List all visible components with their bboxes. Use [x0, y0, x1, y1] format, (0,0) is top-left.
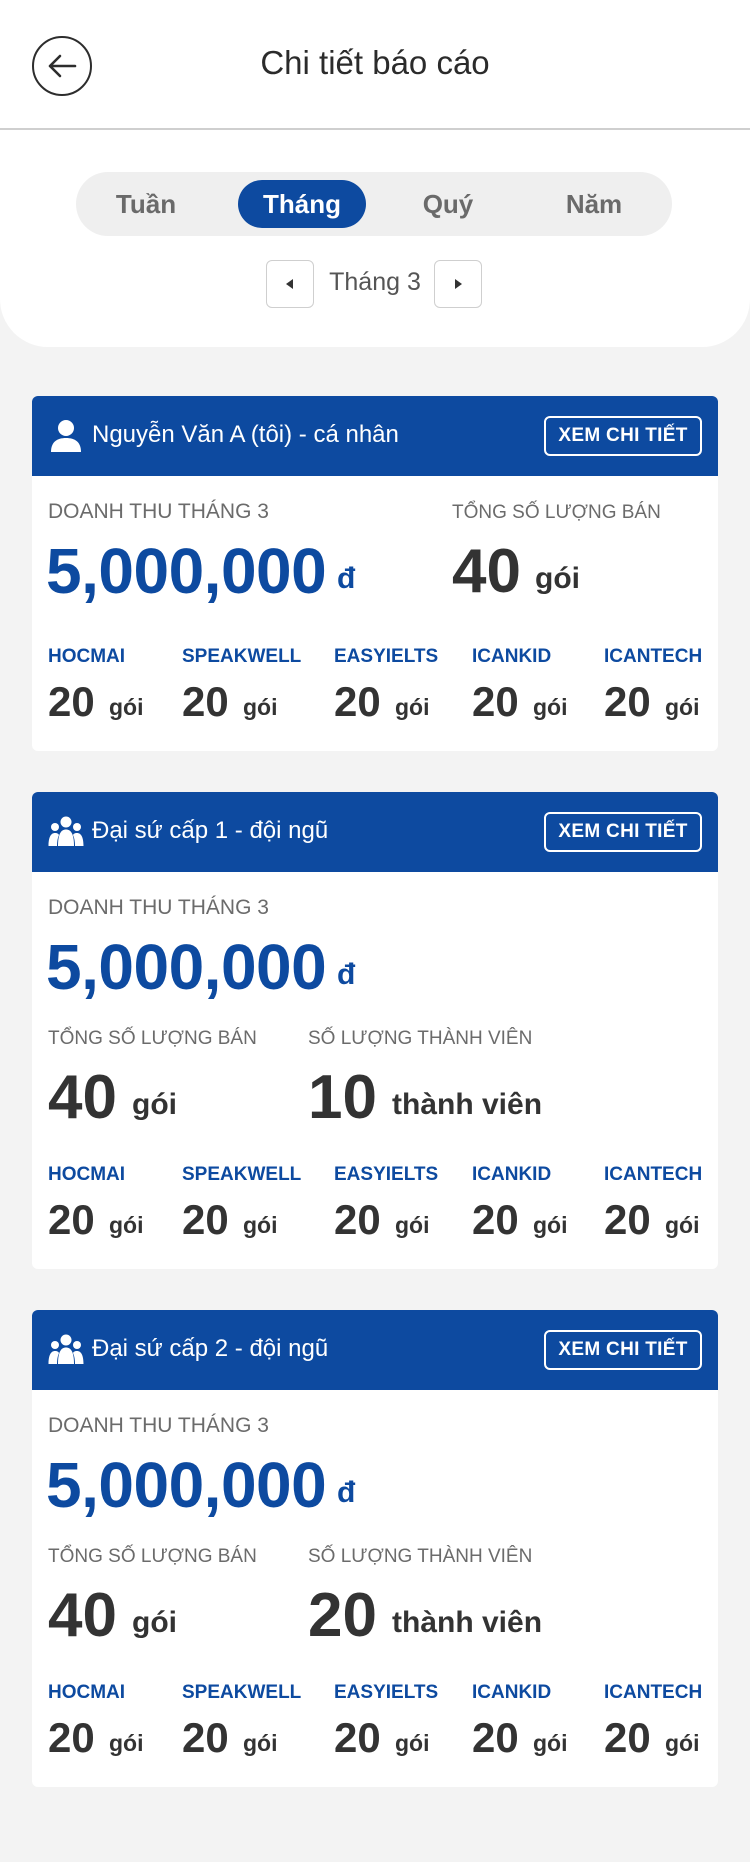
product-name: ICANKID [472, 1164, 552, 1185]
card-header [32, 396, 718, 476]
tab-year[interactable]: Năm [565, 189, 623, 219]
product-count: 20 [182, 1196, 229, 1243]
product-name: EASYIELTS [334, 1682, 439, 1703]
period-selector [0, 260, 750, 308]
next-period-button[interactable] [434, 260, 482, 308]
product-name: HOCMAI [48, 646, 126, 667]
product-count: 20 [604, 678, 651, 725]
product-count: 20 [182, 1714, 229, 1761]
members-value: 20 [308, 1581, 377, 1650]
product-unit: gói [243, 1730, 278, 1756]
period-label: Tháng 3 [329, 268, 421, 296]
product-unit: gói [665, 1730, 700, 1756]
revenue-value: 5,000,000 [46, 535, 327, 607]
product-unit: gói [395, 694, 430, 720]
members-unit: thành viên [392, 1088, 543, 1121]
product-name: ICANTECH [604, 1164, 703, 1185]
product-unit: gói [665, 694, 700, 720]
total-sold-unit: gói [132, 1606, 177, 1639]
team-icon [48, 814, 84, 850]
product-count: 20 [334, 678, 381, 725]
page-title: Chi tiết báo cáo [260, 44, 490, 81]
product-unit: gói [665, 1212, 700, 1238]
report-card-team-level-1 [32, 792, 718, 1269]
tab-month[interactable]: Tháng [238, 180, 366, 228]
total-sold-value: 40 [48, 1063, 117, 1132]
product-name: HOCMAI [48, 1682, 126, 1703]
user-icon [48, 418, 84, 454]
total-sold-label: TỔNG SỐ LƯỢNG BÁN [48, 1546, 257, 1567]
product-unit: gói [109, 1730, 144, 1756]
card-header [32, 1310, 718, 1390]
view-detail-button[interactable]: XEM CHI TIẾT [544, 812, 702, 852]
product-name: ICANTECH [604, 646, 703, 667]
card-title: Nguyễn Văn A (tôi) - cá nhân [92, 421, 399, 448]
app-header [0, 0, 750, 130]
product-unit: gói [395, 1730, 430, 1756]
members-label: SỐ LƯỢNG THÀNH VIÊN [308, 1028, 533, 1049]
product-count: 20 [48, 1196, 95, 1243]
product-name: HOCMAI [48, 1164, 126, 1185]
view-detail-button[interactable]: XEM CHI TIẾT [544, 1330, 702, 1370]
view-detail-button[interactable]: XEM CHI TIẾT [544, 416, 702, 456]
total-sold-label: TỔNG SỐ LƯỢNG BÁN [48, 1028, 257, 1049]
tab-week[interactable]: Tuần [115, 189, 177, 219]
team-icon [48, 1332, 84, 1368]
product-unit: gói [533, 1212, 568, 1238]
tab-quarter[interactable]: Quý [422, 189, 474, 219]
product-name: SPEAKWELL [182, 1164, 302, 1185]
product-count: 20 [182, 678, 229, 725]
product-count: 20 [472, 678, 519, 725]
revenue-value: 5,000,000 [46, 1449, 327, 1521]
product-name: ICANKID [472, 1682, 552, 1703]
product-count: 20 [472, 1196, 519, 1243]
product-name: ICANTECH [604, 1682, 703, 1703]
revenue-unit: đ [337, 958, 356, 991]
report-card-personal [32, 396, 718, 751]
card-title: Đại sứ cấp 1 - đội ngũ [92, 817, 329, 844]
product-unit: gói [109, 694, 144, 720]
product-unit: gói [109, 1212, 144, 1238]
members-label: SỐ LƯỢNG THÀNH VIÊN [308, 1546, 533, 1567]
revenue-label: DOANH THU THÁNG 3 [48, 500, 269, 523]
product-count: 20 [48, 1714, 95, 1761]
product-name: EASYIELTS [334, 646, 439, 667]
revenue-unit: đ [337, 1476, 356, 1509]
card-header [32, 792, 718, 872]
product-name: ICANKID [472, 646, 552, 667]
product-name: SPEAKWELL [182, 1682, 302, 1703]
report-card-team-level-2 [32, 1310, 718, 1787]
product-count: 20 [472, 1714, 519, 1761]
product-unit: gói [243, 694, 278, 720]
total-sold-label: TỔNG SỐ LƯỢNG BÁN [452, 502, 661, 523]
total-sold-value: 40 [452, 537, 521, 606]
revenue-value: 5,000,000 [46, 931, 327, 1003]
card-title: Đại sứ cấp 2 - đội ngũ [92, 1335, 329, 1362]
product-name: SPEAKWELL [182, 646, 302, 667]
members-unit: thành viên [392, 1606, 543, 1639]
revenue-unit: đ [337, 562, 356, 595]
product-count: 20 [604, 1714, 651, 1761]
revenue-label: DOANH THU THÁNG 3 [48, 896, 269, 919]
product-unit: gói [533, 694, 568, 720]
members-value: 10 [308, 1063, 377, 1132]
product-count: 20 [334, 1196, 381, 1243]
top-panel [0, 0, 750, 347]
product-unit: gói [395, 1212, 430, 1238]
period-tabs [76, 172, 672, 236]
total-sold-unit: gói [132, 1088, 177, 1121]
product-count: 20 [334, 1714, 381, 1761]
caret-right-icon [451, 277, 465, 291]
total-sold-unit: gói [535, 562, 580, 595]
product-count: 20 [48, 678, 95, 725]
revenue-label: DOANH THU THÁNG 3 [48, 1414, 269, 1437]
product-unit: gói [243, 1212, 278, 1238]
product-name: EASYIELTS [334, 1164, 439, 1185]
product-count: 20 [604, 1196, 651, 1243]
product-unit: gói [533, 1730, 568, 1756]
total-sold-value: 40 [48, 1581, 117, 1650]
